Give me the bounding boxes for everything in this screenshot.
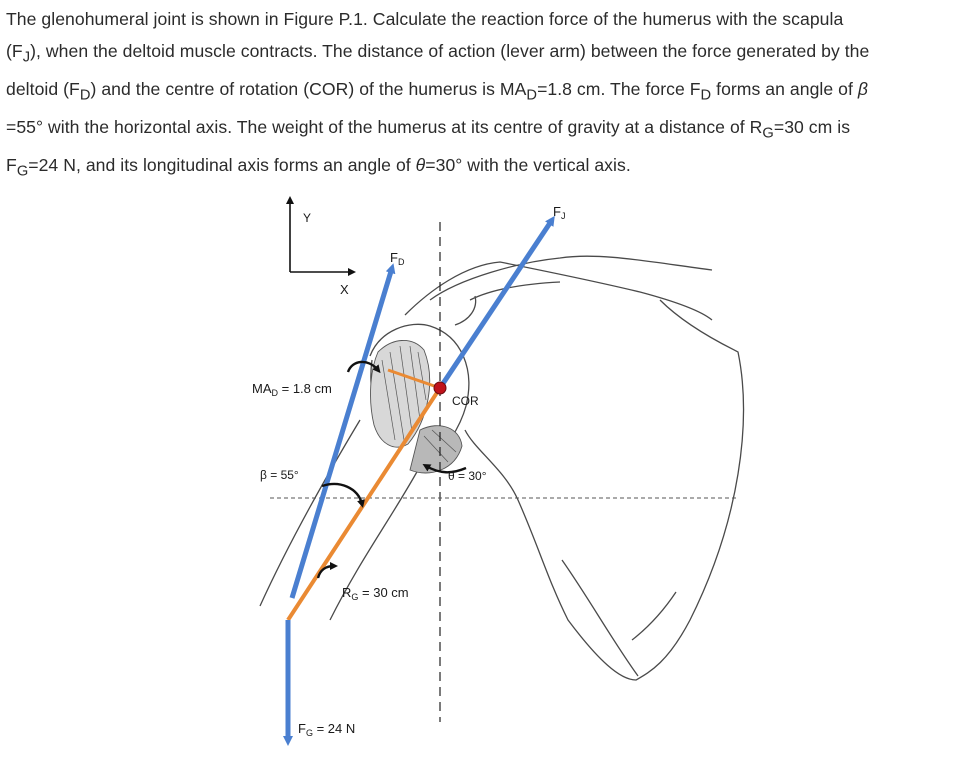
fj-force-vector	[440, 220, 552, 388]
ma-label: $MA_D = 1.8$ cm	[252, 381, 332, 398]
cor-label: COR	[452, 394, 479, 408]
clavicle-edge	[470, 282, 560, 300]
fj-label: $F_J$	[553, 204, 566, 221]
scapula-inferior-angle	[632, 592, 676, 640]
cor-point	[434, 382, 446, 394]
fd-label: $F_D$	[390, 250, 405, 267]
theta-label: θ = 30°	[448, 469, 487, 483]
acromion-upper	[430, 256, 712, 300]
deltoid-muscle	[371, 340, 462, 473]
coordinate-axes	[290, 200, 352, 297]
y-axis-label: Y	[303, 211, 312, 225]
beta-label: β = 55°	[260, 468, 299, 482]
glenoid-rim	[455, 296, 476, 325]
fg-label: $F_G = 24$ N	[298, 721, 356, 738]
rg-label: $R_G = 30$ cm	[342, 585, 409, 602]
problem-line-3: deltoid $(F_D)$ and the centre of rotation (COR) of the humerus is $MA_D=1.8$ cm. The force $F_D$ forms an angle of β	[6, 78, 868, 104]
scapula-body	[465, 300, 743, 680]
humerus-shaft-left	[260, 420, 360, 606]
problem-line-5: $F_G=24$ N, and its longitudinal axis forms an angle of θ=30° with the vertical axis.	[6, 154, 631, 180]
problem-line-4: =55° with the horizontal axis. The weight of the humerus at its centre of gravity at a distance of $R_G=30$ cm is	[6, 116, 851, 142]
problem-line-1: The glenohumeral joint is shown in Figure P.1. Calculate the reaction force of the humerus with the scapula	[6, 9, 844, 29]
problem-line-2: $(F_J)$, when the deltoid muscle contracts. The distance of action (lever arm) between the force generated by the	[6, 40, 870, 66]
x-axis-label: X	[340, 282, 349, 297]
acromion-lower	[405, 262, 712, 320]
